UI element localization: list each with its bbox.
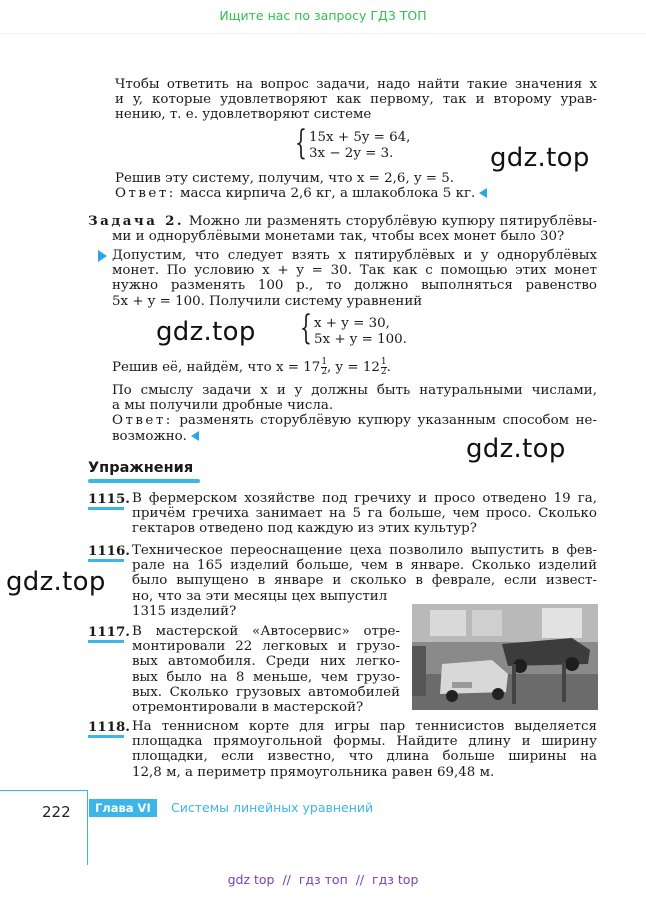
system-brace: {: [300, 308, 312, 348]
result-b: , y = 12: [327, 360, 380, 375]
solution-line: Допустим, что следует взять x пятирублёвых и y однорублёвых: [112, 248, 597, 263]
exercise-line: причём гречиха занимает на 5 га больше, чем просо. Сколько: [132, 506, 597, 522]
meaning-line: По смыслу задачи x и y должны быть натуральными числами,: [112, 383, 597, 398]
task2-q1: Можно ли разменять сторублёвую купюру пятирублёвы-: [188, 214, 598, 229]
exercise-line: В фермерском хозяйстве под гречиху и просо отведено 19 га,: [132, 491, 597, 506]
top-divider: [0, 33, 646, 34]
frac-den: 2: [321, 367, 328, 377]
intro-solution: [115, 171, 597, 201]
exercise-line: было выпущено в январе и сколько в феврале, если извест-: [132, 573, 597, 589]
chapter-badge: Глава VI: [89, 799, 157, 817]
section-underline: [88, 479, 200, 483]
exercise-underline: [88, 559, 124, 562]
exercise-1118: [132, 719, 597, 780]
equation: 15x + 5y = 64,: [309, 130, 411, 145]
footer-rule: [0, 790, 87, 791]
answer-label: Ответ:: [112, 413, 173, 429]
bottom-links[interactable]: gdz top // гдз топ // гдз top: [227, 872, 419, 887]
frac-den: 2: [380, 367, 387, 377]
intro-line: и y, которые удовлетворяют как первому, так и второму урав-: [115, 92, 597, 108]
answer-text: возможно.: [112, 428, 187, 444]
exercise-line: вых автомобиля. Среди них легко-: [132, 654, 400, 670]
exercise-line: гектаров отведено под каждую из этих культур?: [132, 521, 477, 537]
task2-result: Решив её, найдём, что x = 17 $\frac{1}{2}$ , y = 12 $\frac{1}{2}$ .: [112, 357, 391, 377]
watermark: gdz.top: [490, 143, 590, 173]
exercise-underline: [88, 640, 124, 643]
exercise-line: 1315 изделий?: [132, 603, 237, 619]
answer-line: [115, 186, 597, 201]
equation: 3x − 2y = 3.: [309, 145, 394, 161]
solution-line: монет. По условию x + y = 30. Так как с помощью этих монет: [112, 263, 597, 279]
equation: x + y = 30,: [314, 316, 390, 331]
system-2: [314, 316, 407, 347]
banner-text[interactable]: Ищите нас по запросу ГДЗ ТОП: [219, 8, 427, 23]
exercise-underline: [88, 507, 124, 510]
intro-paragraph: [115, 77, 597, 123]
answer-label: Ответ:: [115, 186, 176, 202]
watermark: gdz.top: [156, 317, 256, 347]
task2-q2: ми и однорублёвыми монетами так, чтобы всех монет было 30?: [112, 229, 565, 245]
task2-line: [88, 214, 597, 229]
task2-question: [88, 214, 597, 244]
exercise-line: отремонтировали в мастерской?: [132, 700, 364, 716]
intro-line: нению, т. е. удовлетворяют системе: [115, 107, 372, 123]
exercise-line: площадки, если известно, что длина больше ширины на: [132, 749, 597, 765]
meaning-line: а мы получили дробные числа.: [112, 398, 334, 414]
exercise-line: Техническое переоснащение цеха позволило выпустить в фев-: [132, 543, 597, 558]
exercise-number: 1118.: [88, 719, 130, 735]
frac-num: 1: [321, 357, 328, 367]
exercise-line: но, что за эти месяцы цех выпустил: [132, 588, 388, 604]
exercise-line: вых было на 8 меньше, чем грузо-: [132, 669, 400, 685]
solution-start-icon: [98, 250, 107, 262]
exercise-1117: [132, 624, 400, 715]
solution-line: нужно разменять 100 р., то должно выполняться равенство: [112, 278, 597, 294]
task2-label: Задача 2.: [88, 213, 185, 229]
solution-line: 5x + y = 100. Получили систему уравнений: [112, 293, 423, 309]
exercise-underline: [88, 735, 124, 738]
task2-solution: [112, 248, 597, 309]
exercise-line: В мастерской «Автосервис» отре-: [132, 624, 400, 639]
answer-text: разменять сторублёвую купюру указанным способом не-: [179, 413, 597, 429]
exercise-line: рале на 165 изделий больше, чем в январе. Сколько изделий: [132, 558, 597, 574]
exercise-number: 1117.: [88, 624, 130, 640]
answer-text: масса кирпича 2,6 кг, а шлакоблока 5 кг.: [180, 186, 476, 202]
garage-photo: [412, 604, 598, 710]
system-brace: {: [295, 123, 307, 163]
page-number: 222: [42, 803, 71, 821]
exercise-number: 1115.: [88, 491, 130, 507]
fraction-half: [381, 358, 387, 377]
exercise-line: площадка прямоугольной формы. Найдите длину и ширину: [132, 734, 597, 750]
end-marker-icon: [191, 431, 199, 441]
top-banner[interactable]: [0, 0, 646, 32]
exercise-line: На теннисном корте для игры пар теннисистов выделяется: [132, 719, 597, 734]
system-1: [309, 130, 410, 161]
exercise-line: вых. Сколько грузовых автомобилей: [132, 684, 400, 700]
solution-line: Решив эту систему, получим, что x = 2,6, y = 5.: [115, 171, 455, 186]
footer-vertical-rule: [87, 790, 88, 865]
chapter-title: Системы линейных уравнений: [171, 800, 374, 815]
exercise-line: монтировали 22 легковых и грузо-: [132, 639, 400, 655]
section-title: Упражнения: [88, 460, 194, 476]
garage-illustration: [412, 604, 598, 710]
watermark: gdz.top: [6, 567, 106, 597]
intro-line: Чтобы ответить на вопрос задачи, надо найти такие значения x: [115, 77, 597, 92]
frac-num: 1: [380, 357, 387, 367]
equation: 5x + y = 100.: [314, 331, 407, 347]
answer-line: [112, 413, 597, 428]
exercise-line: 12,8 м, а периметр прямоугольника равен 69,48 м.: [132, 764, 495, 780]
end-marker-icon: [479, 188, 487, 198]
exercise-1115: [132, 491, 597, 537]
watermark: gdz.top: [466, 434, 566, 464]
result-a: Решив её, найдём, что x = 17: [112, 360, 321, 375]
exercise-number: 1116.: [88, 543, 130, 559]
